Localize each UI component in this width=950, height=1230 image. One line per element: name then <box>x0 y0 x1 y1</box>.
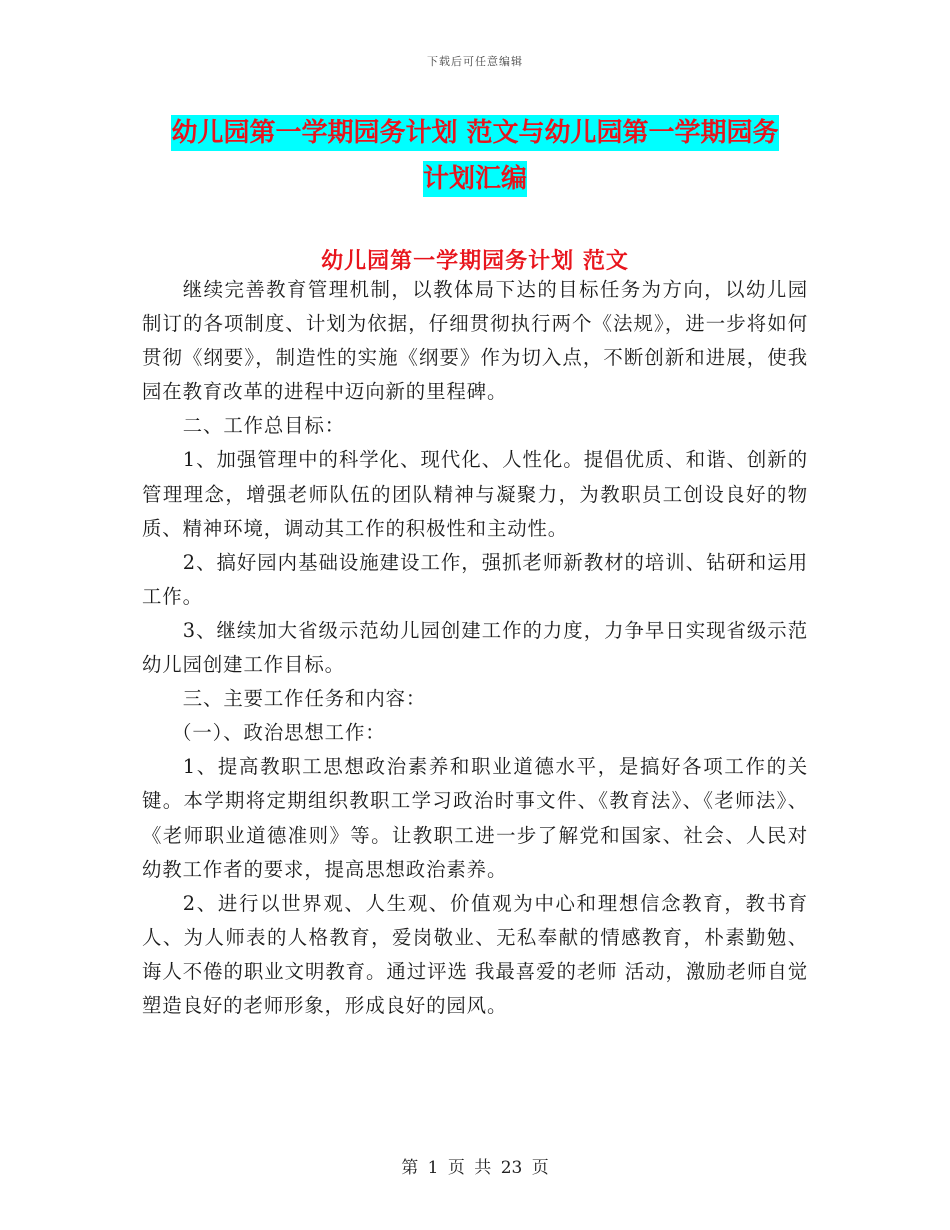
paragraph-goal-3: 3、继续加大省级示范幼儿园创建工作的力度，力争早日实现省级示范幼儿园创建工作目标。 <box>142 618 808 677</box>
title-line-1: 幼儿园第一学期园务计划 范文与幼儿园第一学期园务 <box>171 115 778 151</box>
body-text <box>142 273 808 1023</box>
title-line-2: 计划汇编 <box>423 161 527 197</box>
paragraph-intro: 继续完善教育管理机制，以教体局下达的目标任务为方向，以幼儿园制订的各项制度、计划为依据，仔细贯彻执行两个《法规》，进一步将如何贯彻《纲要》，制造性的实施《纲要》作为切入点，不断创新和进展，使我园在教育改革的进程中迈向新的里程碑。 <box>142 278 808 404</box>
heading-main-tasks: 三、主要工作任务和内容： <box>182 687 427 711</box>
section-title: 幼儿园第一学期园务计划 范文 <box>321 249 629 274</box>
page-footer: 第 1 页 共 23 页 <box>401 1158 549 1178</box>
document-title <box>140 110 810 202</box>
heading-overall-goals: 二、工作总目标： <box>182 414 346 438</box>
paragraph-goal-1: 1、加强管理中的科学化、现代化、人性化。提倡优质、和谐、创新的管理理念，增强老师队伍的团队精神与凝聚力，为教职员工创设良好的物质、精神环境，调动其工作的积极性和主动性。 <box>142 448 808 540</box>
paragraph-political-1: 1、提高教职工思想政治素养和职业道德水平，是搞好各项工作的关键。本学期将定期组织教职工学习政治时事文件、《教育法》、《老师法》、《老师职业道德准则》等。让教职工进一步了解党和国家、社会、人民对幼教工作者的要求，提高思想政治素养。 <box>142 755 808 881</box>
heading-political-work: （一）、政治思想工作： <box>172 721 386 745</box>
paragraph-goal-2: 2、搞好园内基础设施建设工作，强抓老师新教材的培训、钻研和运用工作。 <box>142 550 808 608</box>
header-note: 下载后可任意编辑 <box>427 55 523 68</box>
paragraph-political-2: 2、进行以世界观、人生观、价值观为中心和理想信念教育，教书育人、为人师表的人格教育，爱岗敬业、无私奉献的情感教育，朴素勤勉、诲人不倦的职业文明教育。通过评选 我最喜爱的老师 活动，激励老师自觉塑造良好的老师形象，形成良好的园风。 <box>142 891 808 1017</box>
